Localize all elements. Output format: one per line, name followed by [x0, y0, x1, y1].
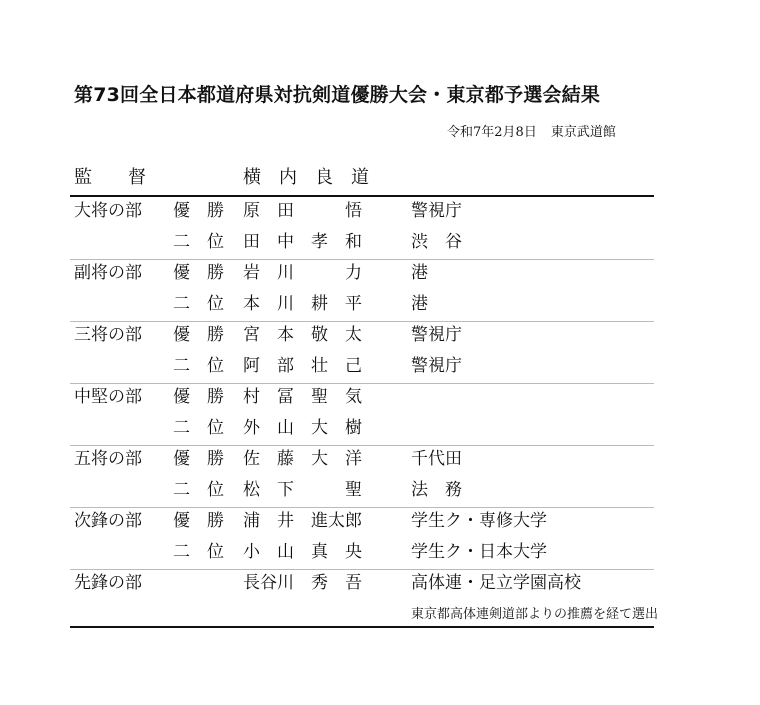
division-name: 次鋒の部	[74, 511, 142, 531]
result-rank: 優 勝	[173, 201, 224, 221]
competitor-name: 佐 藤 大 洋	[243, 449, 362, 469]
result-rank: 優 勝	[173, 449, 224, 469]
result-rank: 優 勝	[173, 325, 224, 345]
competitor-affiliation: 高体連・足立学園高校	[411, 573, 581, 593]
competitor-affiliation: 港	[411, 294, 428, 314]
competitor-name: 外 山 大 樹	[243, 418, 362, 438]
competitor-name: 田 中 孝 和	[243, 232, 362, 252]
result-rank: 二 位	[173, 356, 224, 376]
page-title: 第73回全日本都道府県対抗剣道優勝大会・東京都予選会結果	[74, 84, 601, 106]
result-rank: 優 勝	[173, 387, 224, 407]
competitor-name: 長谷川 秀 吾	[243, 573, 362, 593]
competitor-affiliation: 警視庁	[411, 356, 462, 376]
division-name: 大将の部	[74, 201, 142, 221]
competitor-name: 宮 本 敬 太	[243, 325, 362, 345]
event-venue: 東京武道館	[550, 125, 616, 140]
result-rank: 二 位	[173, 294, 224, 314]
competitor-affiliation: 法 務	[411, 480, 462, 500]
competitor-name: 村 冨 聖 気	[243, 387, 362, 407]
division-name: 中堅の部	[74, 387, 142, 407]
date-venue	[447, 121, 616, 140]
competitor-name: 原 田 悟	[243, 201, 362, 221]
competitor-affiliation: 学生ク・日本大学	[411, 542, 547, 562]
competitor-name: 本 川 耕 平	[243, 294, 362, 314]
competitor-affiliation: 渋 谷	[411, 232, 462, 252]
result-rank: 優 勝	[173, 263, 224, 283]
competitor-affiliation: 警視庁	[411, 325, 462, 345]
competitor-affiliation: 警視庁	[411, 201, 462, 221]
header-rule	[70, 195, 654, 197]
competitor-name: 松 下 聖	[243, 480, 362, 500]
competitor-name: 浦 井 進太郎	[243, 511, 362, 531]
result-rank: 二 位	[173, 480, 224, 500]
result-rank: 優 勝	[173, 511, 224, 531]
division-separator	[70, 259, 654, 260]
competitor-name: 岩 川 力	[243, 263, 362, 283]
division-separator	[70, 321, 654, 322]
competitor-name: 小 山 真 央	[243, 542, 362, 562]
result-rank: 二 位	[173, 418, 224, 438]
division-separator	[70, 445, 654, 446]
competitor-affiliation: 港	[411, 263, 428, 283]
competitor-affiliation: 千代田	[411, 449, 462, 469]
competitor-name: 阿 部 壮 己	[243, 356, 362, 376]
division-separator	[70, 383, 654, 384]
manager-label: 監 督	[74, 167, 146, 188]
division-name: 五将の部	[74, 449, 142, 469]
competitor-affiliation: 学生ク・専修大学	[411, 511, 547, 531]
selection-note: 東京都高体連剣道部よりの推薦を経て選出	[411, 607, 659, 622]
division-separator	[70, 569, 654, 570]
result-rank: 二 位	[173, 232, 224, 252]
footer-rule	[70, 626, 654, 628]
result-rank: 二 位	[173, 542, 224, 562]
manager-name: 横 内 良 道	[243, 167, 369, 188]
event-date: 令和7年2月8日	[447, 125, 537, 140]
division-name: 三将の部	[74, 325, 142, 345]
division-name: 先鋒の部	[74, 573, 142, 593]
division-name: 副将の部	[74, 263, 142, 283]
division-separator	[70, 507, 654, 508]
